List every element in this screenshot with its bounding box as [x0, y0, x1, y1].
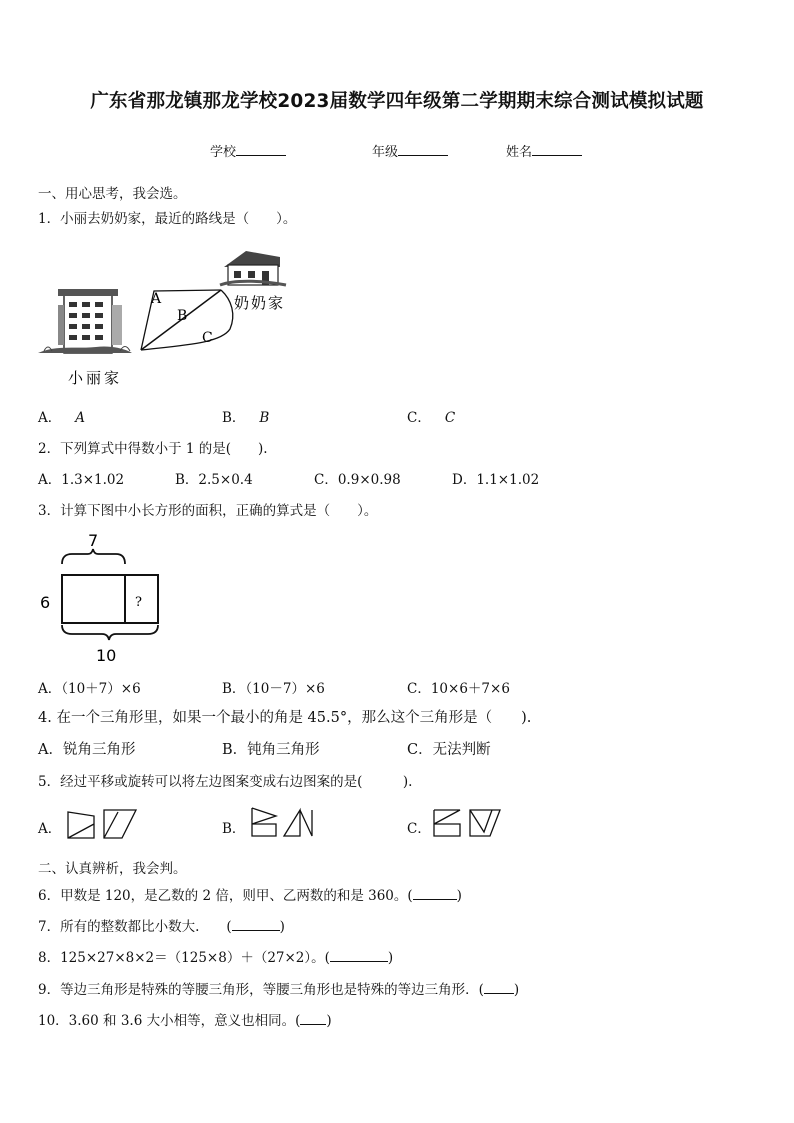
q4-option-b[interactable] — [222, 738, 320, 759]
option-value: （10－7）×6 — [245, 681, 325, 697]
house-icon — [220, 251, 286, 285]
grade-field[interactable] — [372, 141, 448, 160]
q2-option-b[interactable] — [175, 468, 253, 488]
apartment-building-icon — [38, 289, 132, 353]
side-length-label: 6 — [40, 593, 51, 612]
option-value: （10＋7）×6 — [61, 681, 141, 697]
option-value: 无法判断 — [432, 742, 491, 758]
large-rectangle — [62, 575, 158, 623]
answer-blank[interactable] — [484, 981, 514, 994]
option-key: C． — [407, 742, 433, 758]
judgement-text: 8．125×27×8×2＝（125×8）＋（27×2）。( — [38, 950, 330, 966]
q2-option-d[interactable] — [452, 468, 539, 488]
q1-route-figure — [36, 245, 296, 395]
q5-option-c-pattern — [432, 806, 504, 838]
option-key: B． — [222, 410, 246, 426]
name-label: 姓名 — [506, 145, 533, 160]
bottom-length-label: 10 — [96, 646, 117, 665]
section-1-heading: 一、用心思考，我会选。 — [38, 186, 187, 202]
q2-option-a[interactable] — [38, 468, 124, 488]
option-key: B． — [222, 821, 246, 837]
judgement-8 — [38, 946, 393, 966]
option-key: A． — [38, 410, 62, 426]
q1-option-b[interactable] — [222, 406, 269, 426]
section-2-heading: 二、认真辨析，我会判。 — [38, 861, 187, 877]
q3-option-a[interactable] — [38, 677, 141, 697]
judgement-7 — [38, 915, 285, 935]
option-key: A． — [38, 742, 63, 758]
option-key: C． — [407, 410, 431, 426]
q4-option-a[interactable] — [38, 738, 135, 759]
close-paren: ) — [513, 982, 520, 998]
q5-option-a[interactable] — [38, 817, 61, 837]
option-value: 1.3×1.02 — [61, 472, 125, 488]
q3-option-c[interactable] — [407, 677, 510, 697]
judgement-text: 9．等边三角形是特殊的等腰三角形，等腰三角形也是特殊的等边三角形．( — [38, 982, 484, 998]
option-value: 0.9×0.98 — [337, 472, 401, 488]
q5-option-b-pattern — [250, 806, 322, 838]
grade-blank[interactable] — [398, 142, 448, 156]
q5-option-c[interactable] — [407, 817, 431, 837]
judgement-9 — [38, 978, 519, 998]
q5-option-a-pattern — [66, 808, 138, 840]
grandma-home-label: 奶奶家 — [234, 294, 286, 312]
top-brace — [62, 549, 125, 564]
option-value: C — [444, 410, 456, 426]
answer-blank[interactable] — [300, 1012, 326, 1025]
option-value: 钝角三角形 — [247, 742, 320, 758]
question-3: 3．计算下图中小长方形的面积，正确的算式是（ ）。 — [38, 503, 378, 519]
name-field[interactable] — [506, 141, 582, 160]
close-paren: ) — [456, 888, 462, 904]
home-label: 小丽家 — [68, 369, 123, 387]
top-length-label: 7 — [88, 531, 99, 550]
q5-option-b[interactable] — [222, 817, 245, 837]
option-value: 锐角三角形 — [62, 742, 136, 758]
option-value: B — [259, 410, 270, 426]
q3-option-b[interactable] — [222, 677, 325, 697]
route-b-label: B — [177, 308, 188, 324]
bottom-brace — [62, 625, 158, 640]
name-blank[interactable] — [532, 142, 582, 156]
q1-option-c[interactable] — [407, 406, 455, 426]
route-c-label: C — [202, 330, 213, 346]
judgement-10 — [38, 1009, 332, 1029]
question-4: 4. 在一个三角形里，如果一个最小的角是 45.5°，那么这个三角形是（ ). — [38, 710, 532, 726]
close-paren: ) — [387, 950, 394, 966]
route-a-label: A — [151, 291, 162, 307]
option-value: 1.1×1.02 — [476, 472, 540, 488]
option-key: A． — [38, 472, 62, 488]
judgement-text: 10．3.60 和 3.6 大小相等，意义也相同。( — [38, 1013, 301, 1029]
option-key: C． — [407, 821, 431, 837]
q1-option-a[interactable] — [38, 406, 85, 426]
judgement-6 — [38, 884, 462, 904]
answer-blank[interactable] — [232, 918, 280, 931]
school-field[interactable] — [210, 141, 286, 160]
option-key: B． — [222, 742, 248, 758]
judgement-text: 6．甲数是 120，是乙数的 2 倍，则甲、乙两数的和是 360。( — [38, 888, 413, 904]
question-5: 5．经过平移或旋转可以将左边图案变成右边图案的是( ). — [38, 774, 413, 790]
judgement-text: 7．所有的整数都比小数大. ( — [38, 919, 232, 935]
option-key: D． — [452, 472, 477, 488]
option-key: B． — [175, 472, 199, 488]
answer-blank[interactable] — [413, 887, 457, 900]
q3-rectangle-figure — [36, 530, 186, 670]
page-title: 广东省那龙镇那龙学校2023届数学四年级第二学期期末综合测试模拟试题 — [90, 91, 704, 112]
q2-option-c[interactable] — [314, 468, 401, 488]
option-key: C． — [407, 681, 431, 697]
answer-blank[interactable] — [330, 949, 388, 962]
option-key: B． — [222, 681, 246, 697]
grade-label: 年级 — [372, 145, 399, 160]
question-1: 1．小丽去奶奶家，最近的路线是（ ）。 — [38, 211, 297, 227]
unknown-label: ? — [135, 595, 142, 610]
close-paren: ) — [279, 919, 285, 935]
q4-option-c[interactable] — [407, 738, 491, 759]
question-2: 2．下列算式中得数小于 1 的是( ). — [38, 441, 268, 457]
option-key: C． — [314, 472, 338, 488]
option-value: 10×6＋7×6 — [430, 681, 510, 697]
school-blank[interactable] — [236, 142, 286, 156]
school-label: 学校 — [210, 145, 237, 160]
option-key: A． — [38, 681, 62, 697]
option-value: 2.5×0.4 — [198, 472, 253, 488]
option-key: A． — [38, 821, 62, 837]
option-value: A — [75, 410, 85, 426]
close-paren: ) — [326, 1013, 332, 1029]
